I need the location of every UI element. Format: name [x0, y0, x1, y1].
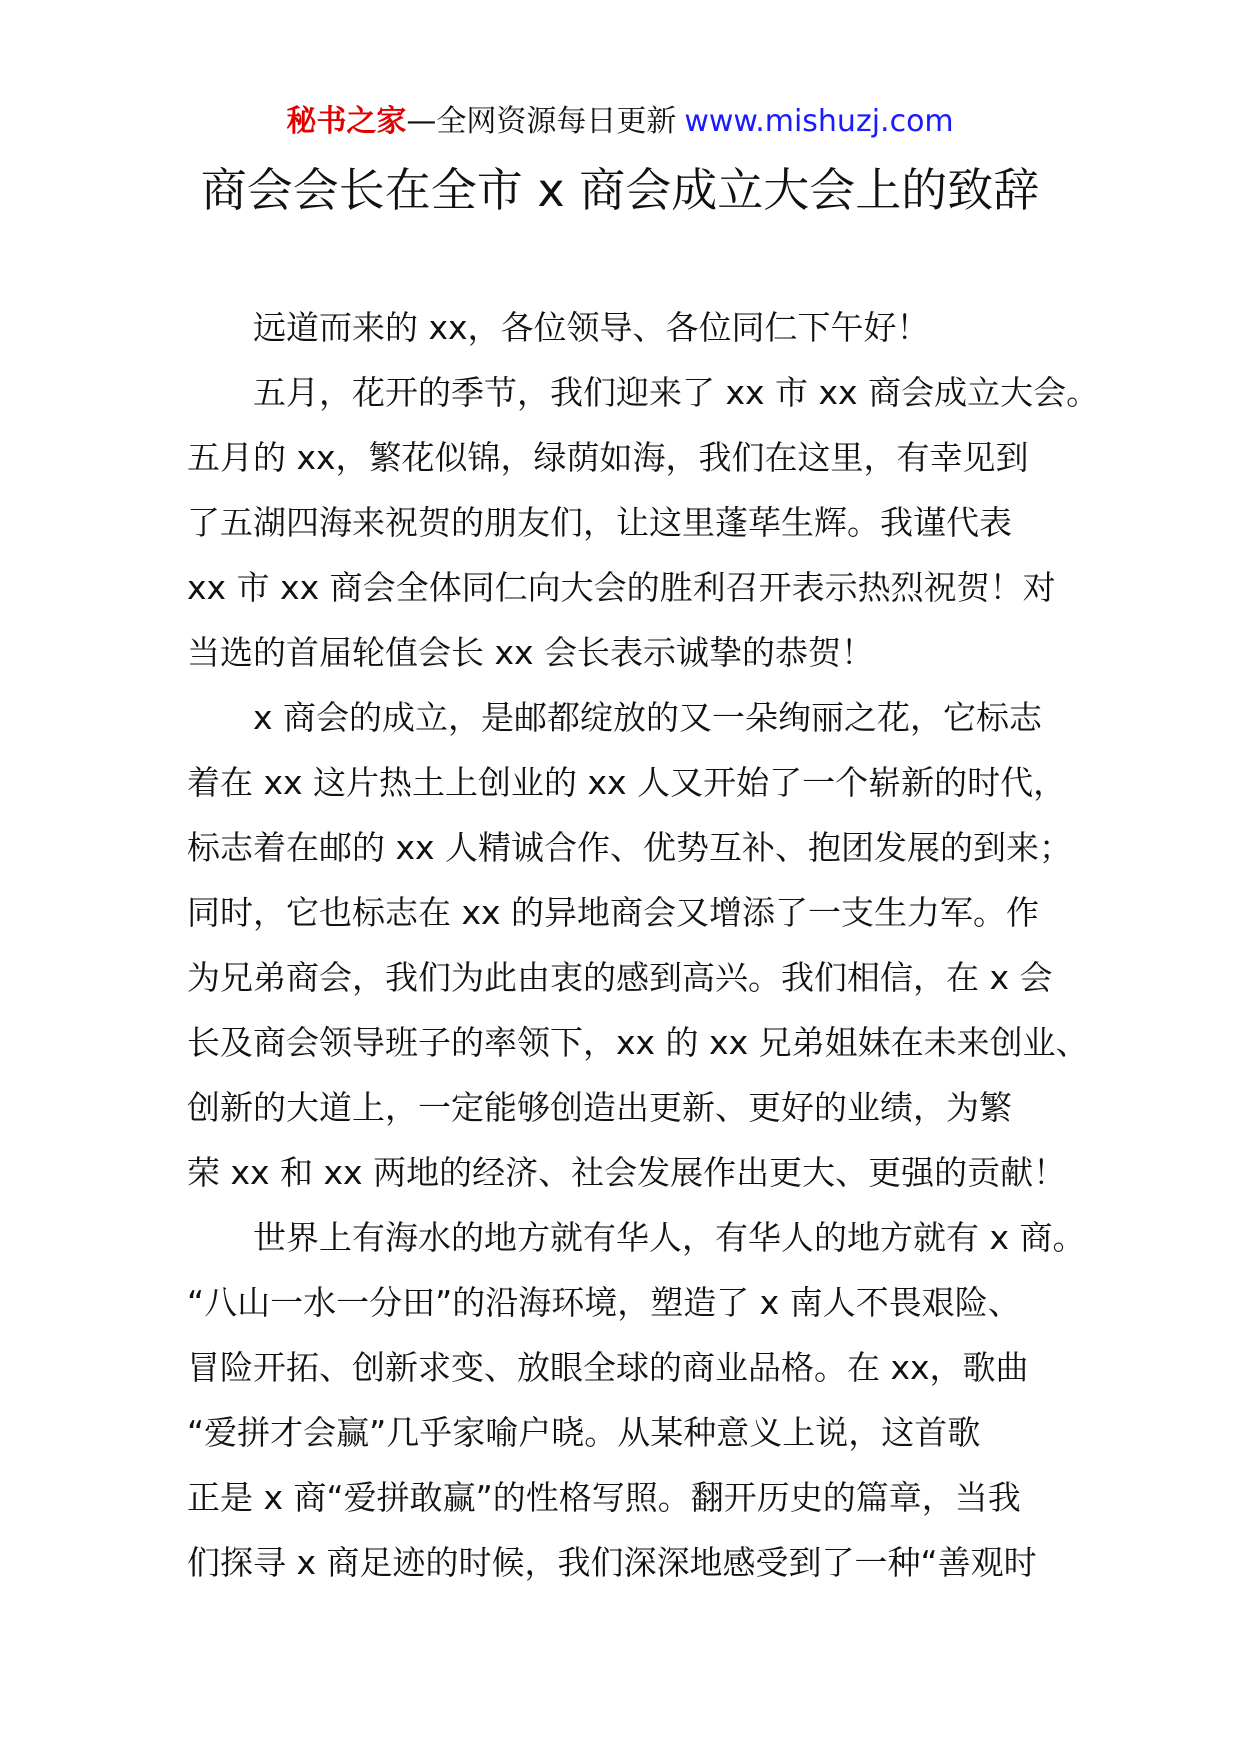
paragraph-line: 荣 xx 和 xx 两地的经济、社会发展作出更大、更强的贡献！	[187, 1153, 1067, 1192]
paragraph-line: 五月的 xx，繁花似锦，绿荫如海，我们在这里，有幸见到	[187, 438, 1029, 477]
paragraph-line: 正是 x 商“爱拼敢赢”的性格写照。翻开历史的篇章，当我	[187, 1478, 1021, 1517]
document-title: 商会会长在全市 x 商会成立大会上的致辞	[200, 163, 1040, 217]
paragraph-line: xx 市 xx 商会全体同仁向大会的胜利召开表示热烈祝贺！对	[187, 568, 1056, 607]
paragraph-line: 长及商会领导班子的率领下，xx 的 xx 兄弟姐妹在未来创业、	[187, 1023, 1089, 1062]
site-url-link[interactable]: www.mishuzj.com	[684, 104, 954, 139]
paragraph-line: 世界上有海水的地方就有华人，有华人的地方就有 x 商。	[253, 1218, 1086, 1257]
paragraph-line: 同时，它也标志在 xx 的异地商会又增添了一支生力军。作	[187, 893, 1040, 932]
brand-name: 秘书之家	[286, 104, 407, 139]
site-header	[0, 102, 1240, 142]
paragraph-line: 远道而来的 xx，各位领导、各位同仁下午好！	[253, 308, 930, 347]
paragraph-line: 为兄弟商会，我们为此由衷的感到高兴。我们相信，在 x 会	[187, 958, 1053, 997]
document-body	[187, 295, 1100, 1595]
paragraph-line: 们探寻 x 商足迹的时候，我们深深地感受到了一种“善观时	[187, 1543, 1037, 1582]
paragraph-line: “八山一水一分田”的沿海环境，塑造了 x 南人不畏艰险、	[187, 1283, 1021, 1322]
paragraph-line: 创新的大道上，一定能够创造出更新、更好的业绩，为繁	[187, 1088, 1012, 1127]
paragraph-line: 五月，花开的季节，我们迎来了 xx 市 xx 商会成立大会。	[253, 373, 1100, 412]
paragraph-line: 着在 xx 这片热土上创业的 xx 人又开始了一个崭新的时代，	[187, 763, 1067, 802]
paragraph-line: 了五湖四海来祝贺的朋友们，让这里蓬荜生辉。我谨代表	[187, 503, 1012, 542]
header-tagline: —全网资源每日更新	[406, 104, 677, 139]
paragraph-line: 冒险开拓、创新求变、放眼全球的商业品格。在 xx，歌曲	[187, 1348, 1029, 1387]
paragraph-line: x 商会的成立，是邮都绽放的又一朵绚丽之花，它标志	[253, 698, 1043, 737]
paragraph-line: 标志着在邮的 xx 人精诚合作、优势互补、抱团发展的到来；	[187, 828, 1073, 867]
paragraph-line: “爱拼才会赢”几乎家喻户晓。从某种意义上说，这首歌	[187, 1413, 981, 1452]
paragraph-line: 当选的首届轮值会长 xx 会长表示诚挚的恭贺！	[187, 633, 875, 672]
